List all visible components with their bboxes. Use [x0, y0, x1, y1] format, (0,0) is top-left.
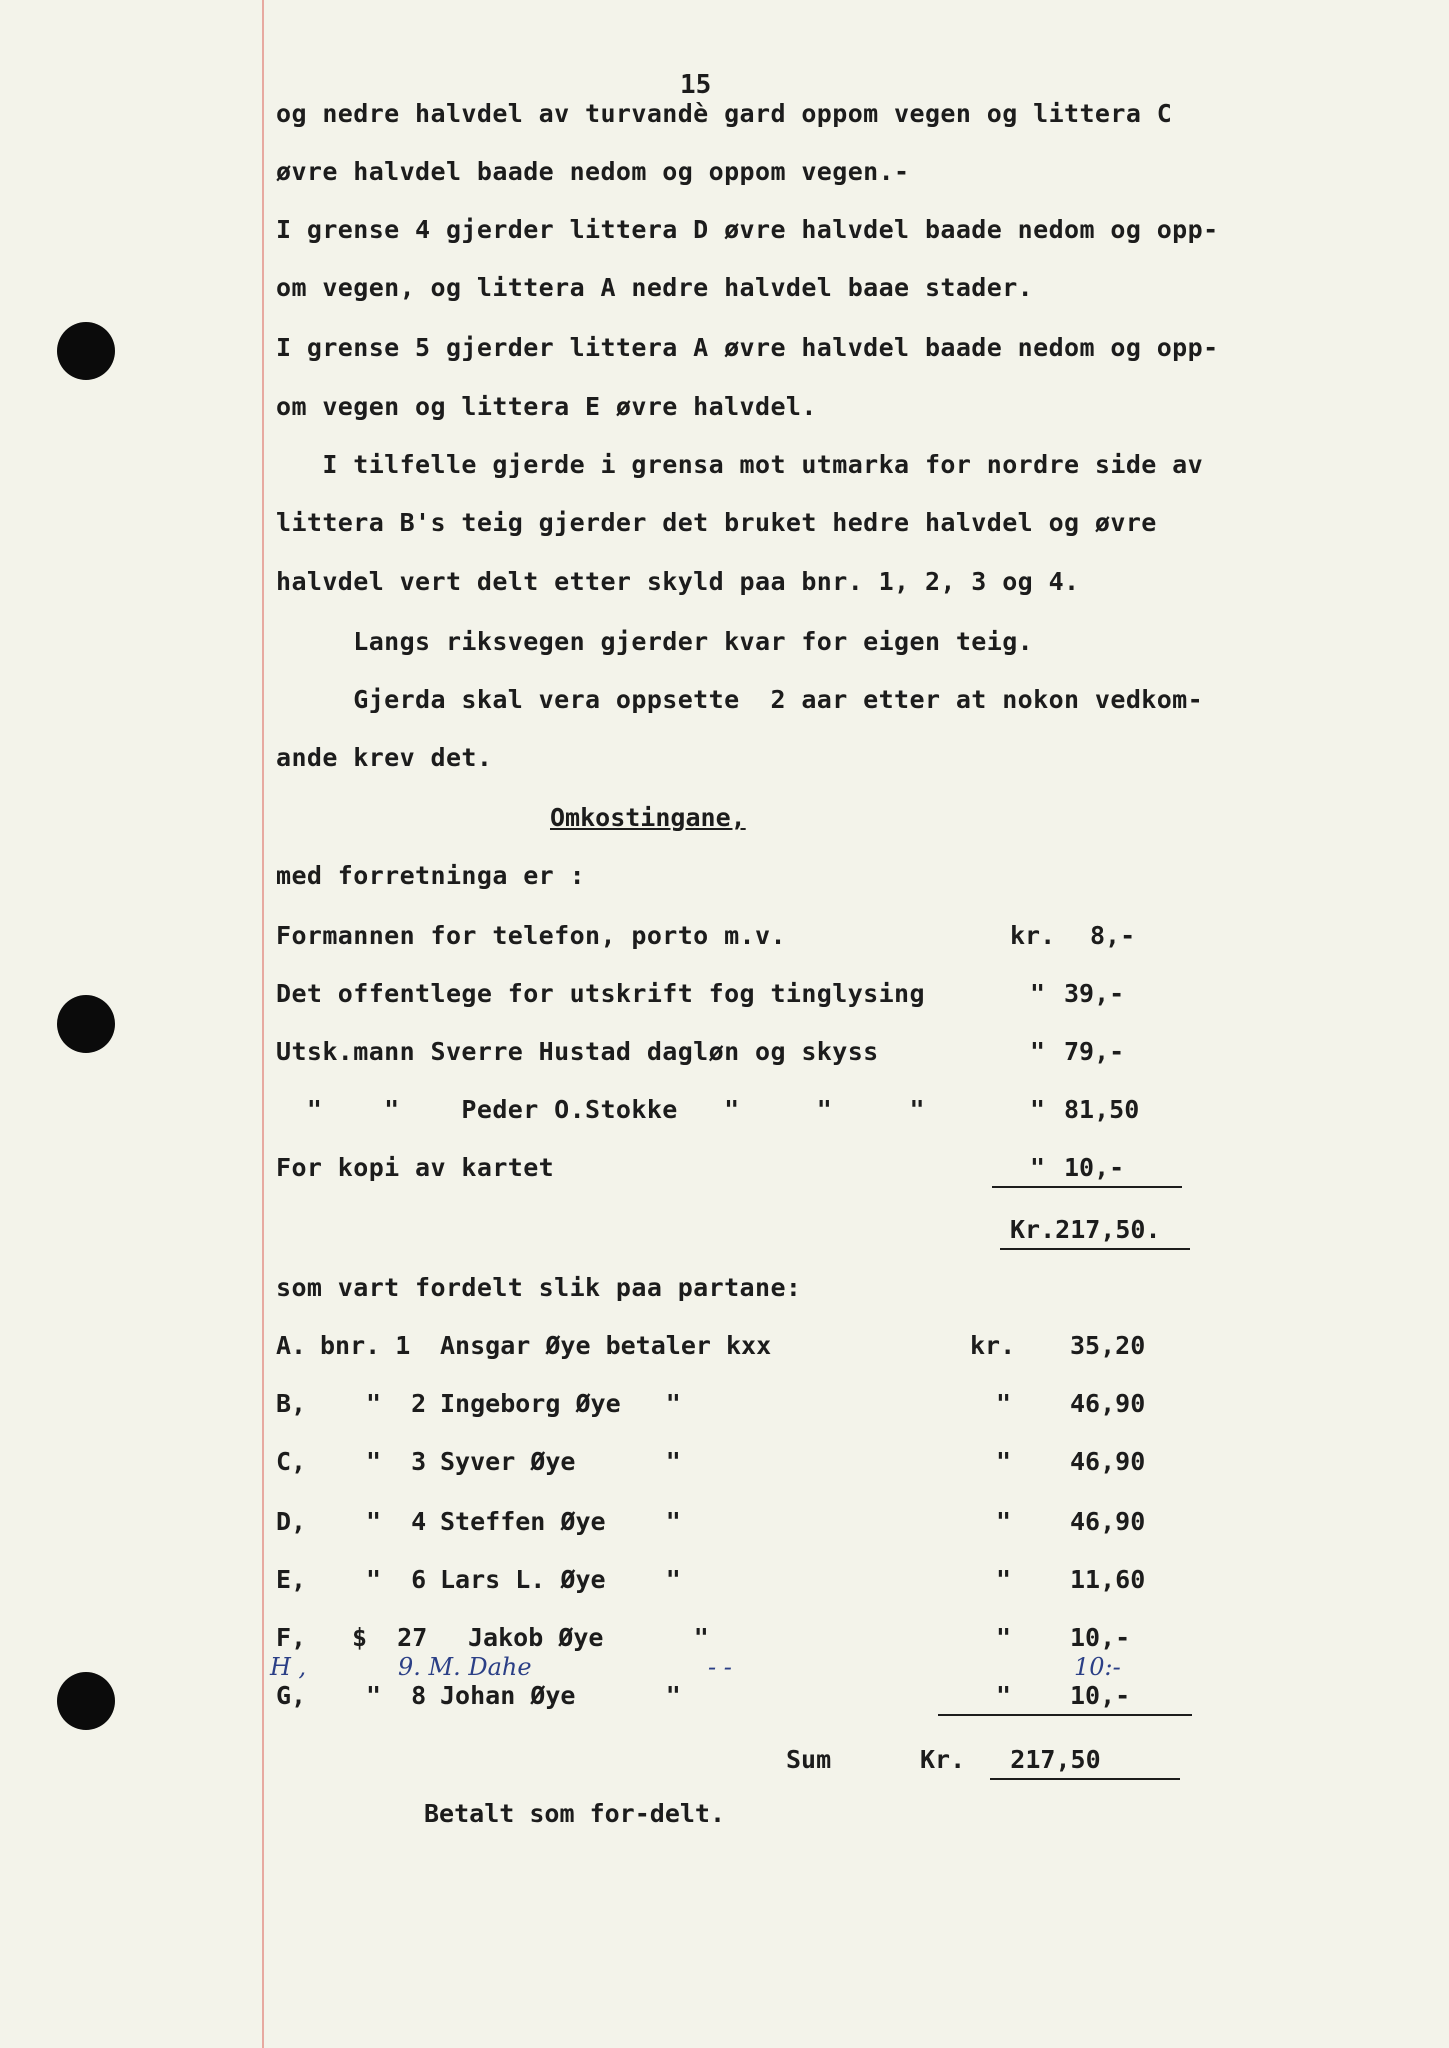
body-line: halvdel vert delt etter skyld paa bnr. 1, 2, 3 og 4. [276, 567, 1080, 596]
margin-line [262, 0, 264, 2048]
handwritten-name: 9. M. Dahe [398, 1653, 532, 1681]
body-line: og nedre halvdel av turvandè gard oppom vegen og littera C [276, 99, 1173, 128]
body-line: I grense 4 gjerder littera D øvre halvdel baade nedom og opp- [276, 215, 1219, 244]
underline-rule [992, 1186, 1182, 1188]
page-number: 15 [680, 70, 712, 100]
party-bnr: " 8 [366, 1681, 427, 1710]
underline-rule [1000, 1248, 1190, 1250]
party-mark: " [996, 1447, 1012, 1476]
cost-label: Det offentlege for utskrift fog tinglysing [276, 979, 925, 1008]
cost-mark: " [1030, 979, 1046, 1008]
body-line: øvre halvdel baade nedom og oppom vegen.- [276, 157, 910, 186]
party-amount: 46,90 [1070, 1447, 1146, 1476]
closing-line: Betalt som for-delt. [424, 1799, 726, 1828]
party-name: Syver Øye " [440, 1447, 681, 1476]
party-letter: B, [276, 1389, 307, 1418]
party-letter: C, [276, 1447, 307, 1476]
party-amount: 46,90 [1070, 1389, 1146, 1418]
body-line: I grense 5 gjerder littera A øvre halvdel baade nedom og opp- [276, 333, 1219, 362]
party-mark: " [996, 1389, 1012, 1418]
cost-label: Utsk.mann Sverre Hustad dagløn og skyss [276, 1037, 879, 1066]
cost-mark: " [1030, 1153, 1046, 1182]
distribution-intro: som vart fordelt slik paa partane: [276, 1273, 802, 1302]
party-amount: 11,60 [1070, 1565, 1146, 1594]
sum-value: Kr. 217,50 [920, 1745, 1101, 1774]
party-letter: D, [276, 1507, 307, 1536]
party-mark: " [996, 1681, 1012, 1710]
cost-amount: 39,- [1064, 979, 1125, 1008]
sum-label: Sum [786, 1745, 832, 1774]
party-mark: " [996, 1507, 1012, 1536]
cost-label: Formannen for telefon, porto m.v. [276, 921, 786, 950]
body-line: om vegen, og littera A nedre halvdel baae stader. [276, 273, 1034, 302]
cost-mark: " [1030, 1095, 1046, 1124]
party-amount: 10,- [1070, 1681, 1131, 1710]
handwritten-letter: H , [270, 1653, 307, 1681]
party-letter: A. [276, 1331, 307, 1360]
body-line: Gjerda skal vera oppsette 2 aar etter at nokon vedkom- [276, 685, 1204, 714]
cost-amount: 10,- [1064, 1153, 1125, 1182]
party-bnr: $ 27 [352, 1623, 428, 1652]
party-letter: F, [276, 1623, 307, 1652]
cost-mark: kr. [1010, 921, 1056, 950]
cost-amount: 79,- [1064, 1037, 1125, 1066]
party-amount: 10,- [1070, 1623, 1131, 1652]
cost-label: " " Peder O.Stokke " " " [276, 1095, 925, 1124]
costs-intro: med forretninga er : [276, 861, 586, 890]
underline-rule [990, 1778, 1180, 1780]
party-name: Johan Øye " [440, 1681, 681, 1710]
party-letter: E, [276, 1565, 307, 1594]
body-line: I tilfelle gjerde i grensa mot utmarka for nordre side av [276, 450, 1204, 479]
punch-hole [57, 322, 115, 380]
party-letter: G, [276, 1681, 307, 1710]
cost-label: For kopi av kartet [276, 1153, 555, 1182]
cost-amount: 8,- [1090, 921, 1136, 950]
body-line: om vegen og littera E øvre halvdel. [276, 392, 817, 421]
cost-mark: " [1030, 1037, 1046, 1066]
punch-hole [57, 1672, 115, 1730]
punch-hole [57, 995, 115, 1053]
party-mark: " [996, 1623, 1012, 1652]
party-mark: kr. [970, 1331, 1016, 1360]
party-bnr: bnr. 1 [320, 1331, 411, 1360]
costs-heading: Omkostingane, [550, 803, 746, 832]
party-bnr: " 2 [366, 1389, 427, 1418]
party-amount: 35,20 [1070, 1331, 1146, 1360]
party-name: Lars L. Øye " [440, 1565, 681, 1594]
party-mark: " [996, 1565, 1012, 1594]
party-name: Steffen Øye " [440, 1507, 681, 1536]
costs-total: Kr.217,50. [1010, 1215, 1161, 1244]
handwritten-amount: 10:- [1074, 1653, 1121, 1681]
underline-rule [938, 1714, 1192, 1716]
body-line: ande krev det. [276, 743, 493, 772]
party-name: Ansgar Øye betaler kxx [440, 1331, 772, 1360]
party-name: Jakob Øye " [468, 1623, 709, 1652]
body-line: littera B's teig gjerder det bruket hedre halvdel og øvre [276, 508, 1157, 537]
party-bnr: " 4 [366, 1507, 427, 1536]
party-bnr: " 6 [366, 1565, 427, 1594]
party-amount: 46,90 [1070, 1507, 1146, 1536]
cost-amount: 81,50 [1064, 1095, 1140, 1124]
party-bnr: " 3 [366, 1447, 427, 1476]
body-line: Langs riksvegen gjerder kvar for eigen teig. [276, 627, 1034, 656]
party-name: Ingeborg Øye " [440, 1389, 681, 1418]
handwritten-dash: - - [708, 1653, 732, 1681]
